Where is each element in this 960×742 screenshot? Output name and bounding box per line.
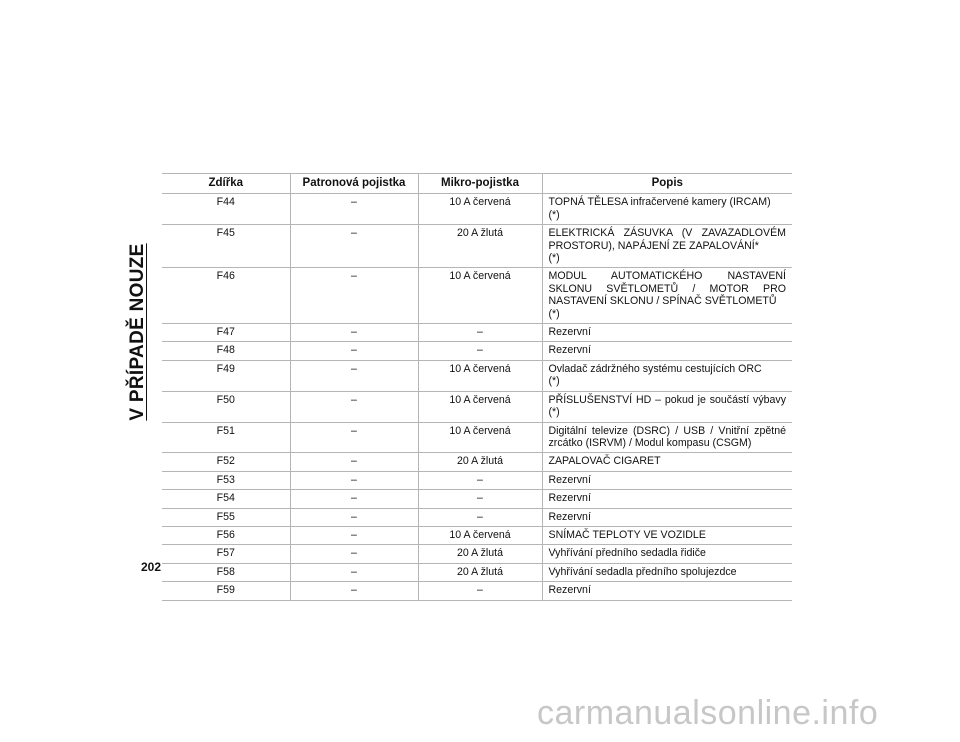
cell-slot: F54 — [162, 490, 290, 508]
section-title: V PŘÍPADĚ NOUZE — [127, 243, 148, 421]
cell-micro-fuse: 10 A červená — [418, 268, 542, 324]
description-line: (*) — [548, 208, 560, 221]
description-line: Digitální televize (DSRC) / USB / Vnitřní zpětné zrcátko (ISRVM) / Modul kompasu (CSGM) — [548, 424, 786, 449]
cell-micro-fuse: 10 A červená — [418, 360, 542, 391]
description-line: (*) — [548, 307, 560, 320]
cell-description — [542, 391, 792, 422]
cell-slot: F53 — [162, 471, 290, 489]
table-row — [162, 582, 792, 600]
table-row — [162, 471, 792, 489]
header-cartridge-fuse: Patronová pojistka — [290, 174, 418, 194]
cell-description — [542, 490, 792, 508]
cell-micro-fuse: – — [418, 508, 542, 526]
cell-description — [542, 342, 792, 360]
description-line: Rezervní — [548, 344, 591, 357]
description-line: MODUL AUTOMATICKÉHO NASTAVENÍ SKLONU SVĚTLOMETŮ / MOTOR PRO NASTAVENÍ SKLONU / SPÍNAČ SVĚTLOMETŮ — [548, 270, 786, 308]
cell-description — [542, 268, 792, 324]
watermark: carmanualsonline.info — [537, 694, 879, 732]
cell-description — [542, 360, 792, 391]
cell-cartridge-fuse: – — [290, 268, 418, 324]
cell-description — [542, 563, 792, 581]
cell-description — [542, 471, 792, 489]
cell-description — [542, 453, 792, 471]
cell-description — [542, 508, 792, 526]
header-micro-fuse: Mikro-pojistka — [418, 174, 542, 194]
cell-cartridge-fuse: – — [290, 225, 418, 268]
cell-description — [542, 225, 792, 268]
cell-slot: F47 — [162, 324, 290, 342]
fuse-table-body — [162, 194, 792, 600]
cell-cartridge-fuse: – — [290, 360, 418, 391]
cell-micro-fuse: 20 A žlutá — [418, 225, 542, 268]
table-row — [162, 526, 792, 544]
cell-slot: F50 — [162, 391, 290, 422]
cell-micro-fuse: – — [418, 490, 542, 508]
cell-micro-fuse: 10 A červená — [418, 194, 542, 225]
description-line: (*) — [548, 252, 560, 265]
cell-cartridge-fuse: – — [290, 453, 418, 471]
description-line: (*) — [548, 375, 560, 388]
table-header-row — [162, 174, 792, 194]
cell-slot: F57 — [162, 545, 290, 563]
cell-slot: F45 — [162, 225, 290, 268]
description-line: Ovladač zádržného systému cestujících ORC — [548, 362, 762, 375]
table-row — [162, 225, 792, 268]
cell-micro-fuse: 20 A žlutá — [418, 545, 542, 563]
cell-micro-fuse: 20 A žlutá — [418, 453, 542, 471]
cell-cartridge-fuse: – — [290, 526, 418, 544]
table-row — [162, 453, 792, 471]
cell-cartridge-fuse: – — [290, 471, 418, 489]
header-description: Popis — [542, 174, 792, 194]
cell-micro-fuse: – — [418, 582, 542, 600]
table-row — [162, 194, 792, 225]
table-row — [162, 360, 792, 391]
cell-cartridge-fuse: – — [290, 422, 418, 453]
description-line: ZAPALOVAČ CIGARET — [548, 455, 661, 468]
table-row — [162, 563, 792, 581]
table-row — [162, 545, 792, 563]
cell-micro-fuse: 10 A červená — [418, 526, 542, 544]
cell-cartridge-fuse: – — [290, 582, 418, 600]
cell-slot: F56 — [162, 526, 290, 544]
cell-cartridge-fuse: – — [290, 324, 418, 342]
table-row — [162, 490, 792, 508]
cell-slot: F48 — [162, 342, 290, 360]
table-row — [162, 422, 792, 453]
cell-micro-fuse: – — [418, 342, 542, 360]
cell-description — [542, 526, 792, 544]
table-row — [162, 508, 792, 526]
page-number: 202 — [141, 560, 162, 574]
description-line: Vyhřívání předního sedadla řidiče — [548, 547, 706, 560]
header-slot: Zdířka — [162, 174, 290, 194]
cell-slot: F44 — [162, 194, 290, 225]
cell-cartridge-fuse: – — [290, 508, 418, 526]
description-line: Vyhřívání sedadla předního spolujezdce — [548, 565, 737, 578]
description-line: Rezervní — [548, 326, 591, 339]
description-line: Rezervní — [548, 584, 591, 597]
cell-slot: F52 — [162, 453, 290, 471]
table-row — [162, 268, 792, 324]
cell-slot: F46 — [162, 268, 290, 324]
cell-cartridge-fuse: – — [290, 545, 418, 563]
cell-description — [542, 324, 792, 342]
cell-description — [542, 545, 792, 563]
cell-slot: F49 — [162, 360, 290, 391]
description-line: PŘÍSLUŠENSTVÍ HD – pokud je součástí výbavy (*) — [548, 393, 786, 419]
table-row — [162, 391, 792, 422]
description-line: TOPNÁ TĚLESA infračervené kamery (IRCAM) — [548, 196, 771, 209]
cell-slot: F51 — [162, 422, 290, 453]
table-row — [162, 342, 792, 360]
cell-slot: F55 — [162, 508, 290, 526]
cell-micro-fuse: 20 A žlutá — [418, 563, 542, 581]
cell-cartridge-fuse: – — [290, 391, 418, 422]
cell-cartridge-fuse: – — [290, 490, 418, 508]
cell-micro-fuse: – — [418, 471, 542, 489]
cell-cartridge-fuse: – — [290, 194, 418, 225]
cell-description — [542, 582, 792, 600]
description-line: ELEKTRICKÁ ZÁSUVKA (V ZAVAZADLOVÉM PROSTORU), NAPÁJENÍ ZE ZAPALOVÁNÍ* — [548, 227, 786, 252]
cell-slot: F59 — [162, 582, 290, 600]
fuse-table — [162, 173, 792, 601]
cell-description — [542, 194, 792, 225]
cell-cartridge-fuse: – — [290, 342, 418, 360]
cell-description — [542, 422, 792, 453]
cell-micro-fuse: 10 A červená — [418, 422, 542, 453]
cell-micro-fuse: 10 A červená — [418, 391, 542, 422]
cell-micro-fuse: – — [418, 324, 542, 342]
description-line: Rezervní — [548, 510, 591, 523]
table-row — [162, 324, 792, 342]
cell-cartridge-fuse: – — [290, 563, 418, 581]
description-line: Rezervní — [548, 492, 591, 505]
description-line: Rezervní — [548, 473, 591, 486]
cell-slot: F58 — [162, 563, 290, 581]
description-line: SNÍMAČ TEPLOTY VE VOZIDLE — [548, 528, 706, 541]
